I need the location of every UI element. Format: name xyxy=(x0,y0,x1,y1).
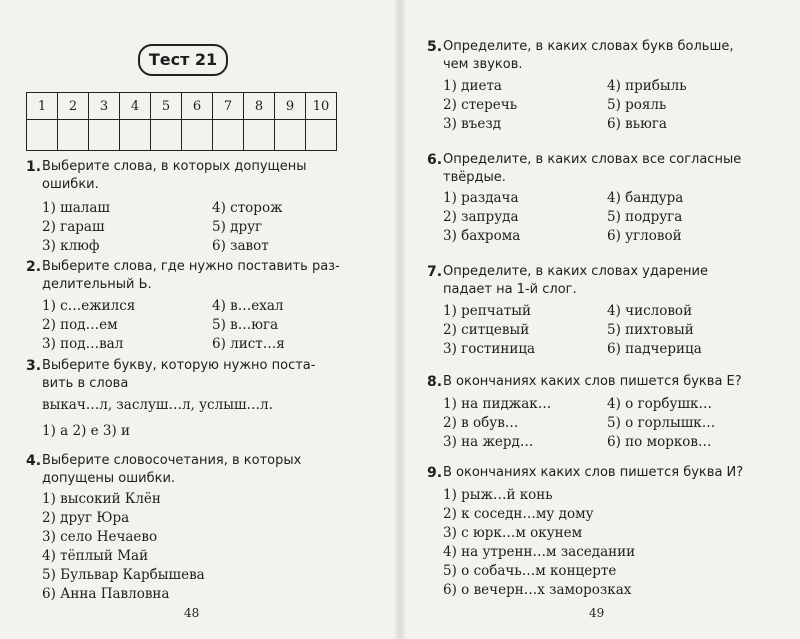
option[interactable]: 6) о вечерн…х заморозках xyxy=(443,582,632,598)
question-3 xyxy=(26,357,362,393)
option[interactable]: 5) Бульвар Карбышева xyxy=(42,567,205,583)
question-number: 3. xyxy=(26,358,42,374)
option[interactable]: 1) с…ежился xyxy=(42,298,136,314)
question-5 xyxy=(427,38,783,74)
option[interactable]: 2) гараш xyxy=(42,219,105,235)
question-4 xyxy=(26,452,362,488)
option[interactable]: 6) Анна Павловна xyxy=(42,586,170,602)
question-1-options xyxy=(42,199,283,256)
option[interactable]: 4) на утренн…м заседании xyxy=(443,544,636,560)
question-4-options xyxy=(42,490,205,604)
option[interactable]: 2) в обув… xyxy=(443,415,519,431)
option[interactable]: 4) прибыль xyxy=(607,78,687,94)
question-number: 9. xyxy=(427,465,443,481)
question-text: чем звуков. xyxy=(443,57,523,72)
grid-cell: 4 xyxy=(120,93,151,120)
grid-cell: 9 xyxy=(275,93,306,120)
question-7-options xyxy=(443,302,702,359)
answer-cell[interactable] xyxy=(151,120,182,151)
answer-cell[interactable] xyxy=(182,120,213,151)
question-text: Определите, в каких словах все согласные xyxy=(443,152,742,167)
question-text: В окончаниях каких слов пишется буква И? xyxy=(443,465,744,480)
question-8-options xyxy=(443,395,715,452)
left-page xyxy=(0,0,395,639)
question-text: Определите, в каких словах букв больше, xyxy=(443,39,734,54)
option[interactable]: 4) числовой xyxy=(607,303,693,319)
option[interactable]: 5) пихтовый xyxy=(607,322,694,338)
grid-cell: 1 xyxy=(27,93,58,120)
option[interactable]: 4) в…ехал xyxy=(212,298,284,314)
question-text: В окончаниях каких слов пишется буква Е? xyxy=(443,374,742,389)
grid-cell: 10 xyxy=(306,93,337,120)
option[interactable]: 1) на пиджак… xyxy=(443,396,552,412)
grid-cell: 2 xyxy=(58,93,89,120)
question-7 xyxy=(427,263,783,299)
page-number: 48 xyxy=(184,606,200,620)
option[interactable]: 2) стеречь xyxy=(443,97,518,113)
option[interactable]: 1) шалаш xyxy=(42,200,110,216)
option[interactable]: 4) тёплый Май xyxy=(42,548,149,564)
option[interactable]: 3) клюф xyxy=(42,238,100,254)
option[interactable]: 6) угловой xyxy=(607,228,682,244)
question-text: делительный Ь. xyxy=(42,277,152,292)
question-number: 5. xyxy=(427,39,443,55)
option[interactable]: 6) по морков… xyxy=(607,434,712,450)
question-1 xyxy=(26,158,362,194)
option[interactable]: 3) село Нечаево xyxy=(42,529,158,545)
question-text: ошибки. xyxy=(42,177,99,192)
option[interactable]: 2) ситцевый xyxy=(443,322,530,338)
question-9 xyxy=(427,464,793,482)
option[interactable]: 5) друг xyxy=(212,219,263,235)
answer-cell[interactable] xyxy=(213,120,244,151)
grid-cell: 7 xyxy=(213,93,244,120)
option[interactable]: 3) с юрк…м окунем xyxy=(443,525,583,541)
question-2 xyxy=(26,258,362,294)
option[interactable]: 3) въезд xyxy=(443,116,502,132)
grid-cell: 6 xyxy=(182,93,213,120)
option[interactable]: 3) на жерд… xyxy=(443,434,534,450)
option[interactable]: 3) гостиница xyxy=(443,341,536,357)
answer-grid-blank-row xyxy=(27,120,337,151)
question-8 xyxy=(427,373,793,391)
answer-grid-header xyxy=(27,93,337,120)
answer-cell[interactable] xyxy=(306,120,337,151)
option[interactable]: 1) диета xyxy=(443,78,502,94)
question-number: 6. xyxy=(427,152,443,168)
option[interactable]: 3) под…вал xyxy=(42,336,124,352)
question-number: 1. xyxy=(26,159,42,175)
page-number: 49 xyxy=(589,606,605,620)
question-6 xyxy=(427,151,783,187)
answer-grid xyxy=(26,92,337,151)
question-number: 2. xyxy=(26,259,42,275)
option[interactable]: 2) друг Юра xyxy=(42,510,130,526)
question-9-options xyxy=(443,486,635,600)
grid-cell: 8 xyxy=(244,93,275,120)
option[interactable]: 3) бахрома xyxy=(443,228,521,244)
question-6-options xyxy=(443,189,683,246)
answer-cell[interactable] xyxy=(275,120,306,151)
right-page xyxy=(405,0,800,639)
option[interactable]: 4) сторож xyxy=(212,200,283,216)
question-2-options xyxy=(42,297,285,354)
answer-cell[interactable] xyxy=(120,120,151,151)
option[interactable]: 2) под…ем xyxy=(42,317,118,333)
question-3-words: выкач…л, заслуш…л, услыш…л. xyxy=(42,397,273,413)
option[interactable]: 1) высокий Клён xyxy=(42,491,161,507)
option[interactable]: 5) подруга xyxy=(607,209,683,225)
question-number: 4. xyxy=(26,453,42,469)
option[interactable]: 6) падчерица xyxy=(607,341,702,357)
question-text: Выберите букву, которую нужно поста- xyxy=(42,358,316,373)
answer-cell[interactable] xyxy=(244,120,275,151)
question-3-answers[interactable]: 1) а 2) е 3) и xyxy=(42,423,131,439)
option[interactable]: 1) рыж…й конь xyxy=(443,487,553,503)
option[interactable]: 5) в…юга xyxy=(212,317,279,333)
test-title: Тест 21 xyxy=(138,44,228,76)
grid-cell: 5 xyxy=(151,93,182,120)
option[interactable]: 4) бандура xyxy=(607,190,684,206)
question-number: 8. xyxy=(427,374,443,390)
option[interactable]: 1) раздача xyxy=(443,190,519,206)
grid-cell: 3 xyxy=(89,93,120,120)
option[interactable]: 5) о горлышк… xyxy=(607,415,716,431)
option[interactable]: 5) о собачь…м концерте xyxy=(443,563,617,579)
option[interactable]: 2) к соседн…му дому xyxy=(443,506,594,522)
question-text: Определите, в каких словах ударение xyxy=(443,264,709,279)
option[interactable]: 6) завот xyxy=(212,238,269,254)
option[interactable]: 5) рояль xyxy=(607,97,667,113)
question-text: Выберите слова, где нужно поставить раз- xyxy=(42,259,340,274)
answer-cell[interactable] xyxy=(58,120,89,151)
option[interactable]: 6) вьюга xyxy=(607,116,667,132)
question-text: вить в слова xyxy=(42,376,129,391)
question-number: 7. xyxy=(427,264,443,280)
option[interactable]: 4) о горбушк… xyxy=(607,396,712,412)
answer-cell[interactable] xyxy=(89,120,120,151)
option[interactable]: 1) репчатый xyxy=(443,303,531,319)
answer-cell[interactable] xyxy=(27,120,58,151)
option[interactable]: 6) лист…я xyxy=(212,336,285,352)
option[interactable]: 2) запруда xyxy=(443,209,519,225)
question-text: допущены ошибки. xyxy=(42,471,176,486)
question-text: Выберите слова, в которых допущены xyxy=(42,159,307,174)
question-5-options xyxy=(443,77,687,134)
question-text: Выберите словосочетания, в которых xyxy=(42,453,302,468)
question-text: твёрдые. xyxy=(443,170,506,185)
question-text: падает на 1-й слог. xyxy=(443,282,577,297)
